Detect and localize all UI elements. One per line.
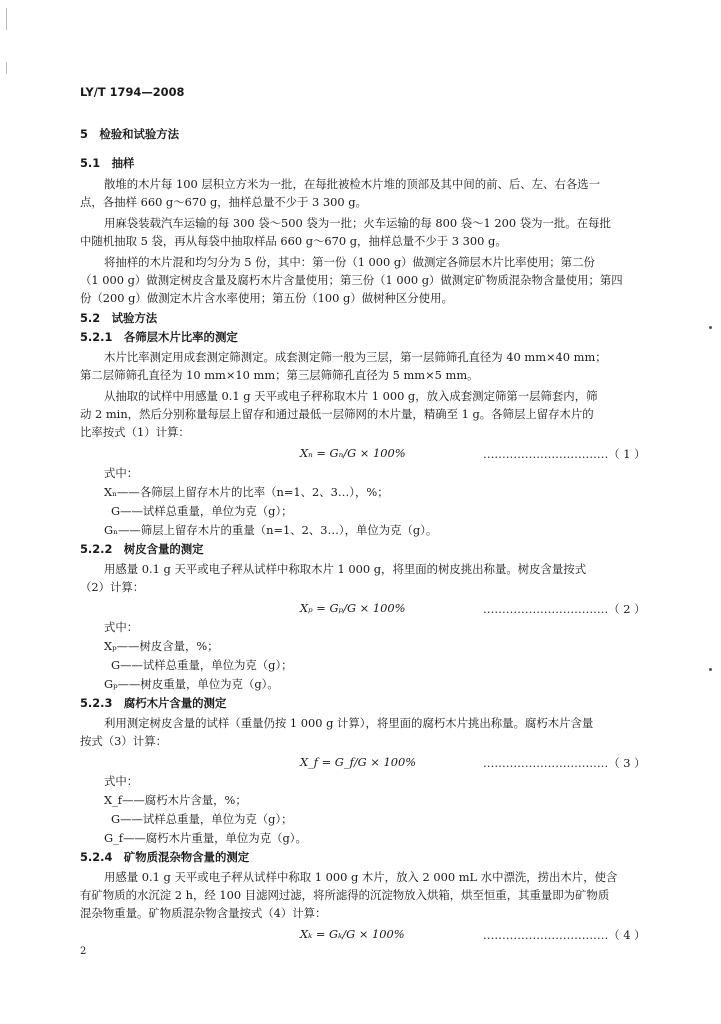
clause-heading: 5.2.4 矿物质混杂物含量的测定: [80, 850, 250, 864]
paragraph-line: 利用测定树皮含量的试样（重量仍按 1 000 g 计算），将里面的腐朽木片挑出称量。腐朽木片含量: [104, 716, 594, 730]
symbol-definition: Gₚ——树皮重量，单位为克（g）。: [104, 677, 279, 691]
clause-heading: 5.2.3 腐朽木片含量的测定: [80, 696, 227, 710]
formula: Xₙ = Gₙ/G × 100%: [300, 446, 406, 460]
symbol-definition: Xₙ——各筛层上留存木片的比率（n=1、2、3…），%；: [104, 485, 389, 499]
symbol-definition: X_f——腐朽木片含量，%；: [104, 793, 247, 807]
equation-number: ……………………………（ 3 ）: [483, 756, 646, 770]
standard-number: LY/T 1794—2008: [80, 85, 185, 99]
paragraph-line: 份（200 g）做测定木片含水率使用；第五份（100 g）做树种区分使用。: [80, 291, 453, 305]
equation-number: ……………………………（ 2 ）: [483, 602, 646, 616]
symbol-definition: G——试样总重量，单位为克（g）；: [111, 812, 293, 826]
paragraph-line: （1 000 g）做测定树皮含量及腐朽木片含量使用；第三份（1 000 g）做测定矿物质混杂物含量使用；第四: [80, 273, 623, 287]
clause-heading: 5.2.2 树皮含量的测定: [80, 542, 204, 556]
where-label: 式中：: [104, 774, 139, 788]
scan-dot: [709, 326, 712, 329]
scan-dot: [709, 668, 712, 671]
paragraph-line: 散堆的木片每 100 层积立方米为一批，在每批被检木片堆的顶部及其中间的前、后、左、右各选一: [104, 177, 601, 191]
paragraph-line: 比率按式（1）计算：: [80, 425, 190, 439]
subsection-heading: 5.2 试验方法: [80, 311, 158, 325]
paragraph-line: 第二层筛筛孔直径为 10 mm×10 mm；第三层筛筛孔直径为 5 mm×5 mm。: [80, 368, 479, 382]
paragraph-line: 混杂物重量。矿物质混杂物含量按式（4）计算：: [80, 906, 327, 920]
scan-edge-mark: [6, 8, 7, 30]
paragraph-line: 将抽样的木片混和均匀分为 5 份，其中：第一份（1 000 g）做测定各筛层木片比率使用；第二份: [104, 255, 595, 269]
clause-heading: 5.2.1 各筛层木片比率的测定: [80, 330, 238, 344]
where-label: 式中：: [104, 466, 139, 480]
symbol-definition: G——试样总重量，单位为克（g）；: [111, 658, 293, 672]
paragraph-line: 用麻袋装载汽车运输的每 300 袋～500 袋为一批；火车运输的每 800 袋～1 200 袋为一批。在每批: [104, 216, 611, 230]
equation-number: ……………………………（ 4 ）: [483, 928, 646, 942]
formula: Xₖ = Gₖ/G × 100%: [300, 927, 405, 941]
paragraph-line: 按式（3）计算：: [80, 734, 167, 748]
paragraph-line: 用感量 0.1 g 天平或电子秤从试样中称取 1 000 g 木片，放入 2 000 mL 水中漂洗，捞出木片，使含: [104, 870, 618, 884]
scan-edge-mark: [6, 62, 7, 74]
paragraph-line: 用感量 0.1 g 天平或电子秤从试样中称取木片 1 000 g，将里面的树皮挑出称量。树皮含量按式: [104, 562, 587, 576]
page-number: 2: [80, 946, 87, 957]
paragraph-line: 动 2 min，然后分别称量每层上留存和通过最低一层筛网的木片量，精确至 1 g。各筛层上留存木片的: [80, 407, 594, 421]
paragraph-line: 木片比率测定用成套测定筛测定。成套测定筛一般为三层，第一层筛筛孔直径为 40 mm×40 mm；: [104, 350, 607, 364]
paragraph-line: 中随机抽取 5 袋，再从每袋中抽取样品 660 g～670 g，抽样总量不少于 3 300 g。: [80, 234, 507, 248]
symbol-definition: G_f——腐朽木片重量，单位为克（g）。: [104, 831, 307, 845]
symbol-definition: G——试样总重量，单位为克（g）；: [111, 504, 293, 518]
symbol-definition: Xₚ——树皮含量，%；: [104, 639, 219, 653]
equation-number: ……………………………（ 1 ）: [483, 447, 646, 461]
formula: Xₚ = Gₚ/G × 100%: [300, 601, 406, 615]
subsection-heading: 5.1 抽样: [80, 156, 135, 170]
formula: X_f = G_f/G × 100%: [300, 755, 417, 769]
paragraph-line: （2）计算：: [80, 580, 145, 594]
paragraph-line: 点，各抽样 660 g～670 g，抽样总量不少于 3 300 g。: [80, 195, 367, 209]
symbol-definition: Gₙ——筛层上留存木片的重量（n=1、2、3…），单位为克（g）。: [104, 523, 438, 537]
section-heading: 5 检验和试验方法: [80, 127, 180, 141]
where-label: 式中：: [104, 620, 139, 634]
paragraph-line: 有矿物质的水沉淀 2 h，经 100 目滤网过滤，将所滤得的沉淀物放入烘箱，烘至恒重，其重量即为矿物质: [80, 888, 610, 902]
paragraph-line: 从抽取的试样中用感量 0.1 g 天平或电子秤称取木片 1 000 g，放入成套测定筛第一层筛套内，筛: [104, 389, 598, 403]
